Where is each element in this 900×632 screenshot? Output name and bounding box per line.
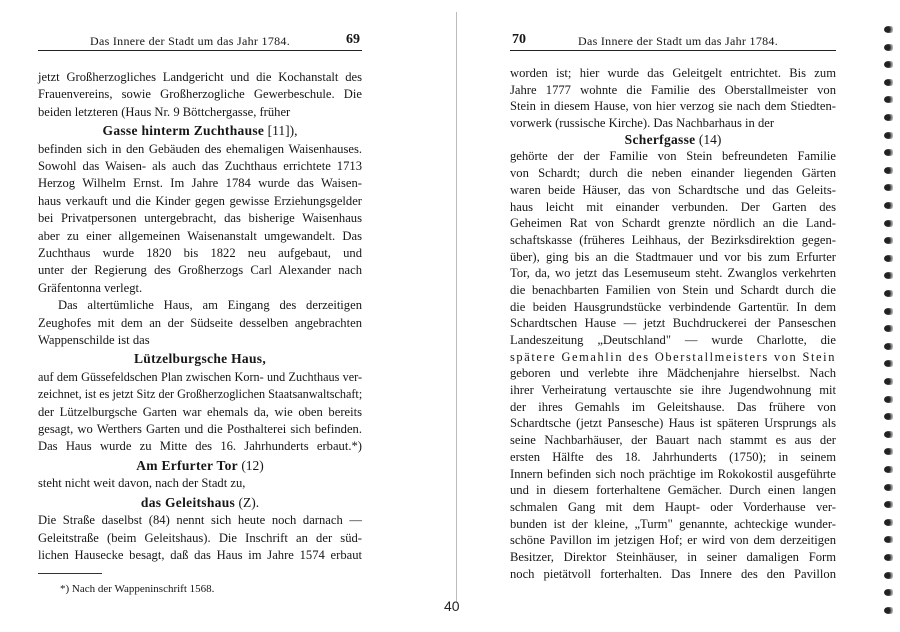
footnote: *) Nach der Wappeninschrift 1568.: [60, 583, 215, 595]
heading-reference: (12): [237, 457, 264, 473]
section-heading: [510, 132, 836, 149]
heading-name: Am Erfurter Tor: [136, 457, 238, 473]
text-line: jetzt Großherzogliches Landgericht und die Kochanstalt des: [38, 70, 362, 84]
binding-ring-icon: [884, 272, 893, 279]
binding-ring-icon: [884, 237, 893, 244]
text-line: Gräfentonna verlegt.: [38, 280, 143, 295]
binding-ring-icon: [884, 44, 893, 51]
binding-ring-icon: [884, 501, 893, 508]
binding-ring-icon: [884, 79, 893, 86]
text-line: Wappenschilde ist das: [38, 332, 150, 347]
heading-name: Gasse hinterm Zuchthause: [102, 123, 265, 139]
header-rule: [510, 50, 836, 51]
text-line: bei Privatpersonen untergebracht, das bisherige Waisenhaus: [38, 211, 362, 226]
text-line: von Schardt; durch die neben einander liegenden Gärten: [510, 166, 836, 181]
text-line: und in diesem forterhaltene Gemächer. Durch einen langen: [510, 483, 836, 498]
binding-ring-icon: [884, 554, 893, 561]
header-title: Das Innere der Stadt um das Jahr 1784.: [90, 34, 291, 48]
binding-ring-icon: [884, 360, 893, 367]
page-body: [510, 65, 836, 582]
text-line: der Lützelburgsche Garten war ehemals da, wie oben bereits: [38, 404, 362, 419]
text-line: gesagt, wo Werthers Garten und die Posthalterei sich befinden.: [38, 422, 362, 437]
binding-ring-icon: [884, 413, 893, 420]
binding-ring-icon: [884, 220, 893, 227]
book-gutter: [456, 12, 457, 602]
binding-ring-icon: [884, 96, 893, 103]
text-line: Geleitstraße (beim Geleitshaus). Die Inschrift an der süd-: [38, 530, 362, 545]
text-line: Sowohl das Waisen- als auch das Zuchthaus errichtete 1713: [38, 159, 362, 174]
text-line: über), ging bis an die Stadtmauer und vor bis zum Erfurter: [510, 249, 836, 264]
text-line: Besitzer, Direktor Steinhäuser, in seiner damaligen Form: [510, 549, 836, 564]
heading-name: Scherfgasse: [624, 131, 696, 147]
binding-ring-icon: [884, 519, 893, 526]
text-line: zeichnet, ist es jetzt Sitz der Großherzoglichen Staatsanwaltschaft;: [38, 387, 363, 402]
page-number: 70: [512, 32, 526, 47]
text-line: steht nicht weit davon, nach der Stadt zu,: [38, 476, 246, 491]
binding-ring-icon: [884, 536, 893, 543]
text-line: Innern befinden sich noch prächtige im Rokokostil ausgeführte: [510, 466, 836, 481]
text-line: schaftskasse (früheres Leihhaus, der Bezirksdirektion gegen-: [510, 232, 836, 247]
text-line: Jahre 1777 wohnte die Familie des Oberstallmeister von: [510, 82, 836, 97]
text-line: Zeughofes mit dem an der Südseite desselben angebrachten: [38, 315, 362, 330]
text-line: spätere Gemahlin des Oberstallmeisters von Stein: [510, 349, 836, 364]
binding-ring-icon: [884, 484, 893, 491]
text-line: beiden letzteren (Haus Nr. 9 Böttchergasse, früher: [38, 104, 291, 119]
text-line: befinden sich in den Gebäuden des ehemaligen Waisenhauses.: [38, 141, 362, 156]
header-title: Das Innere der Stadt um das Jahr 1784.: [578, 34, 779, 48]
text-line: haus verkauft und die Kinder gegen gewisse Erziehungsgelder: [38, 193, 362, 208]
text-line: schmalen Gang mit dem Haupt- oder Vorderhause ver-: [510, 499, 836, 514]
running-header: [38, 32, 362, 50]
binding-ring-icon: [884, 589, 893, 596]
text-line: schöne Pavillon im jetzigen Hof; er wird von dem derzeitigen: [510, 533, 836, 548]
binding-ring-icon: [884, 396, 893, 403]
binding-ring-icon: [884, 255, 893, 262]
text-line: die beiden Hausgrundstücke verbindende Gartentür. In dem: [510, 299, 836, 314]
text-line: Frauenvereins, sowie Großherzogliche Gewerbeschule. Die: [38, 87, 362, 102]
binding-ring-icon: [884, 431, 893, 438]
heading-name: das Geleitshaus: [140, 494, 236, 510]
text-line: vorwerk (russische Kirche). Das Nachbarhaus in der: [510, 116, 775, 131]
text-line: unter der Regierung des Großherzogs Carl Alexander nach: [38, 263, 362, 278]
section-heading: [38, 456, 362, 476]
text-line: Geheimen Rat von Schardt grenzte nördlich an die Land-: [510, 216, 836, 231]
binding-ring-icon: [884, 149, 893, 156]
header-rule: [38, 50, 362, 51]
text-line: Schardtschen Hause — jetzt Buchdruckerei der Panseschen: [510, 316, 836, 331]
binding-ring-icon: [884, 466, 893, 473]
text-line: Landeszeitung „Deutschland" — wurde Charlotte, die: [510, 333, 836, 347]
text-line: die benachbarten Familien von Stein und Schardt durch die: [510, 282, 836, 297]
text-line: Stein in diesem Hause, von hier verzog sie nach dem Stiedten-: [510, 99, 836, 114]
text-line: auf dem Güssefeldschen Plan zwischen Korn- und Zuchthaus ver-: [38, 369, 362, 384]
text-line: Herzog Wilhelm Ernst. Im Jahre 1784 wurde das Waisen-: [38, 176, 362, 191]
text-line: noch pietätvoll forterhalten. Das Innere des den Pavillon: [510, 566, 836, 581]
binding-ring-icon: [884, 607, 893, 614]
footnote-rule: [38, 573, 102, 574]
text-line: Das altertümliche Haus, am Eingang des derzeitigen: [58, 298, 362, 313]
text-line: seine Nachbarhäuser, der Bauart nach stammt es aus der: [510, 433, 836, 448]
binding-ring-icon: [884, 202, 893, 209]
running-header: [510, 32, 836, 50]
section-heading: [38, 493, 362, 513]
text-line: Die Straße daselbst (84) nennt sich heute noch darnach —: [38, 513, 362, 528]
scan-page-number: 40: [444, 598, 460, 614]
binding-ring-icon: [884, 343, 893, 350]
text-line: gehörte der der Familie von Stein befreundeten Familie: [510, 149, 836, 164]
text-line: geboren und verlebte ihre Mädchenjahre hierselbst. Nach: [510, 366, 836, 381]
text-line: haus leicht mit einander verbunden. Der Garten des: [510, 199, 836, 214]
heading-name: Lützelburgsche Haus,: [133, 351, 266, 367]
page-number: 69: [346, 32, 360, 47]
text-line: Tor, da, wo jetzt das Lesemuseum steht. Zwanglos verkehrten: [510, 266, 836, 281]
heading-reference: (14): [695, 131, 722, 147]
binding-ring-icon: [884, 132, 893, 139]
text-line: lichen Hausecke besagt, daß das Haus im Jahre 1574 erbaut: [38, 547, 362, 562]
heading-reference: [11]),: [264, 123, 298, 139]
binding-ring-icon: [884, 26, 893, 33]
binding-ring-icon: [884, 308, 893, 315]
text-line: der ihres Gemahls im Geleitshause. Das frühere von: [510, 399, 836, 414]
section-heading: [38, 349, 362, 369]
text-line: ersten Hälfte des 18. Jahrhunderts (1750); in seinem: [510, 449, 836, 464]
text-line: worden ist; hier wurde das Geleitgelt entrichtet. Bis zum: [510, 66, 836, 80]
text-line: Das Haus wurde zu Mitte des 16. Jahrhunderts erbaut.*): [38, 439, 362, 454]
binding-ring-icon: [884, 572, 893, 579]
binding-ring-icon: [884, 378, 893, 385]
text-line: ihrer Verheiratung vertauschte sie ihre Jugendwohnung mit: [510, 383, 836, 398]
text-line: bunden ist der kleine, „Turm" genannte, achteckige wunder-: [510, 516, 836, 531]
page-body: [38, 69, 362, 564]
binding-ring-icon: [884, 290, 893, 297]
binding-ring-icon: [884, 167, 893, 174]
text-line: waren beide Häuser, das von Schardtsche und das Geleits-: [510, 182, 836, 197]
binding-ring-icon: [884, 114, 893, 121]
binding-ring-icon: [884, 184, 893, 191]
text-line: Schardtsche (jetzt Pansesche) Haus ist späteren Ursprungs als: [510, 416, 836, 431]
text-line: Zuchthaus wurde 1820 bis 1822 neu aufgebaut, und: [38, 246, 362, 261]
binding-ring-icon: [884, 61, 893, 68]
binding-ring-icon: [884, 448, 893, 455]
text-line: aber zu einer allgemeinen Waisenanstalt umgewandelt. Das: [38, 228, 362, 243]
heading-reference: (Z).: [235, 494, 260, 510]
section-heading: [38, 121, 362, 141]
binding-ring-icon: [884, 325, 893, 332]
